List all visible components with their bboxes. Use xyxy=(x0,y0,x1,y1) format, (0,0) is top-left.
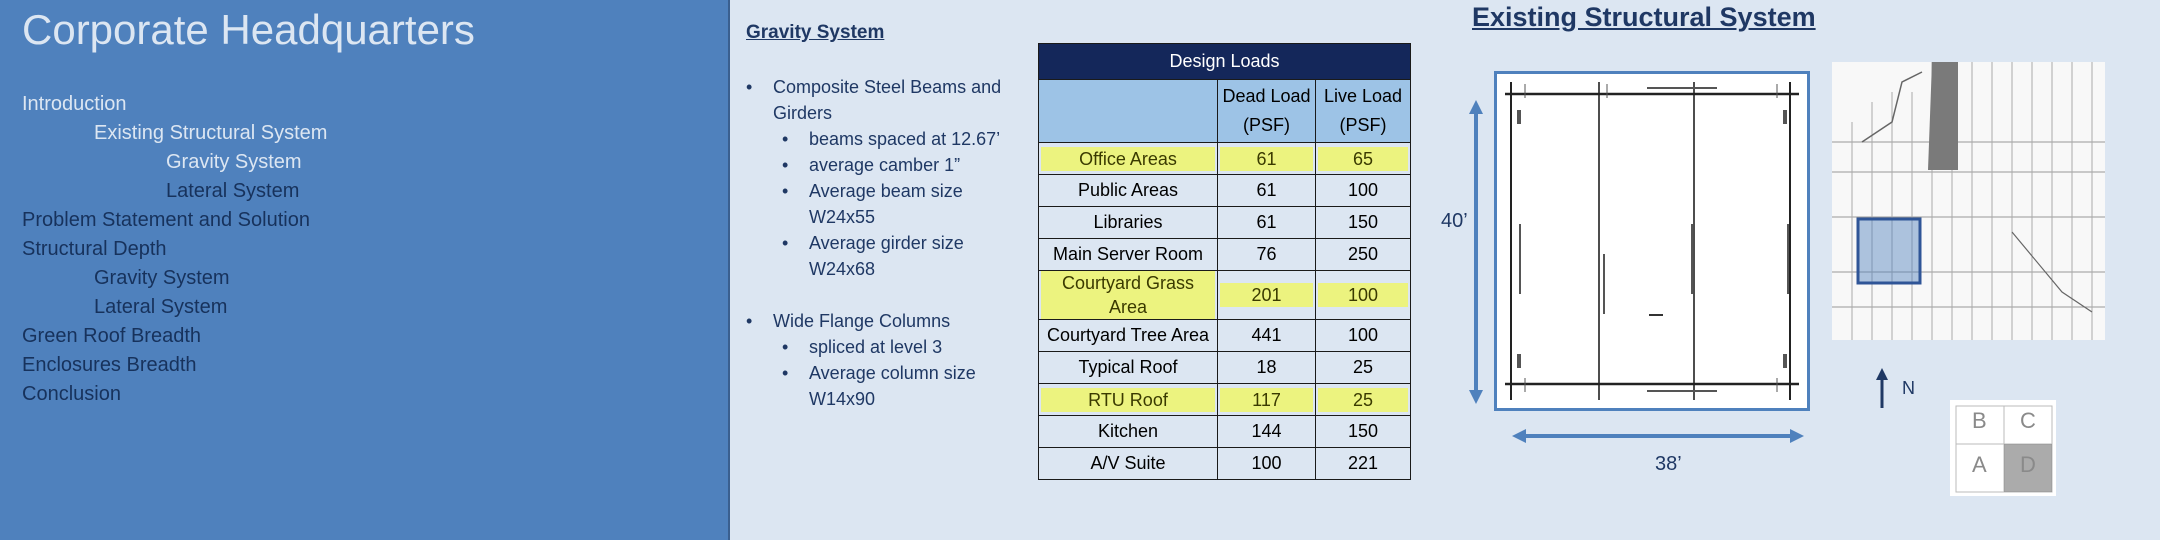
table-row xyxy=(1039,175,1411,207)
nav-item[interactable]: Gravity System xyxy=(166,151,302,173)
gravity-bullets xyxy=(746,74,1006,412)
cell-area: Libraries xyxy=(1039,207,1218,239)
header-dead: Dead Load (PSF) xyxy=(1218,80,1316,143)
table-row xyxy=(1039,384,1411,416)
nav-item[interactable]: Problem Statement and Solution xyxy=(22,209,310,231)
dimension-40: 40’ xyxy=(1441,210,1468,232)
table-row xyxy=(1039,320,1411,352)
highlighted-value: 25 xyxy=(1318,388,1408,412)
structure-heading: Existing Structural System xyxy=(1472,2,1816,32)
cell-dead xyxy=(1218,384,1316,416)
highlighted-value: RTU Roof xyxy=(1041,388,1215,412)
cell-area: Public Areas xyxy=(1039,175,1218,207)
sub-bullet-item: • average camber 1” xyxy=(746,152,1006,178)
highlighted-value: 117 xyxy=(1220,388,1313,412)
nav-outline xyxy=(22,90,327,409)
area-legend xyxy=(1950,400,2056,496)
cell-dead xyxy=(1218,271,1316,320)
vertical-dimension-arrow xyxy=(1468,100,1484,404)
north-label: N xyxy=(1902,378,1915,398)
cell-live xyxy=(1316,143,1411,175)
bullet-item: • Wide Flange Columns xyxy=(746,308,1006,334)
cell-live: 150 xyxy=(1316,207,1411,239)
cell-dead: 144 xyxy=(1218,416,1316,448)
cell-dead: 18 xyxy=(1218,352,1316,384)
cell-live xyxy=(1316,271,1411,320)
table-row xyxy=(1039,448,1411,480)
table-row xyxy=(1039,207,1411,239)
nav-item[interactable]: Lateral System xyxy=(166,180,300,202)
highlighted-value: 201 xyxy=(1220,283,1313,307)
table-row xyxy=(1039,239,1411,271)
table-caption: Design Loads xyxy=(1039,44,1411,80)
cell-live: 100 xyxy=(1316,320,1411,352)
nav-item[interactable]: Gravity System xyxy=(94,267,230,289)
north-arrow-icon xyxy=(1873,368,1903,408)
header-area xyxy=(1039,80,1218,143)
legend-label-d: D xyxy=(2020,452,2036,477)
sub-bullet-item: • Average beam size W24x55 xyxy=(746,178,1006,230)
table-row xyxy=(1039,143,1411,175)
legend-label-b: B xyxy=(1972,408,1987,433)
cell-area xyxy=(1039,384,1218,416)
cell-dead xyxy=(1218,143,1316,175)
cell-dead: 76 xyxy=(1218,239,1316,271)
nav-item[interactable]: Conclusion xyxy=(22,383,121,405)
cell-area: Typical Roof xyxy=(1039,352,1218,384)
cell-area: Kitchen xyxy=(1039,416,1218,448)
header-live: Live Load (PSF) xyxy=(1316,80,1411,143)
highlighted-value: Courtyard Grass Area xyxy=(1041,271,1215,319)
cell-live xyxy=(1316,384,1411,416)
table-row xyxy=(1039,416,1411,448)
design-loads-table xyxy=(1038,43,1411,480)
key-plan xyxy=(1832,62,2105,340)
nav-item[interactable]: Lateral System xyxy=(94,296,228,318)
sub-bullet-item: • spliced at level 3 xyxy=(746,334,1006,360)
cell-live: 25 xyxy=(1316,352,1411,384)
cell-dead: 100 xyxy=(1218,448,1316,480)
sidebar xyxy=(0,0,730,540)
cell-live: 221 xyxy=(1316,448,1411,480)
horizontal-dimension-arrow xyxy=(1512,428,1804,444)
cell-dead: 61 xyxy=(1218,175,1316,207)
framing-plan xyxy=(1494,71,1810,411)
gravity-heading: Gravity System xyxy=(746,22,885,43)
sub-bullet-item: • Average column size W14x90 xyxy=(746,360,1006,412)
highlighted-value: Office Areas xyxy=(1041,147,1215,171)
cell-area: Main Server Room xyxy=(1039,239,1218,271)
bullet-item: • Composite Steel Beams and Girders xyxy=(746,74,1006,126)
cell-area: Courtyard Tree Area xyxy=(1039,320,1218,352)
cell-live: 250 xyxy=(1316,239,1411,271)
framing-drawing xyxy=(1497,74,1807,408)
nav-item[interactable]: Introduction xyxy=(22,93,127,115)
table-row xyxy=(1039,271,1411,320)
slide-title: Corporate Headquarters xyxy=(22,6,475,53)
key-plan-drawing xyxy=(1832,62,2105,340)
legend-grid xyxy=(1950,400,2056,496)
cell-live: 100 xyxy=(1316,175,1411,207)
highlighted-value: 61 xyxy=(1220,147,1313,171)
cell-area xyxy=(1039,271,1218,320)
cell-area xyxy=(1039,143,1218,175)
highlighted-value: 65 xyxy=(1318,147,1408,171)
sub-bullet-item: • beams spaced at 12.67’ xyxy=(746,126,1006,152)
nav-item[interactable]: Green Roof Breadth xyxy=(22,325,201,347)
nav-item[interactable]: Structural Depth xyxy=(22,238,167,260)
cell-area: A/V Suite xyxy=(1039,448,1218,480)
nav-item[interactable]: Enclosures Breadth xyxy=(22,354,197,376)
cell-dead: 61 xyxy=(1218,207,1316,239)
sub-bullet-item: • Average girder size W24x68 xyxy=(746,230,1006,282)
table-row xyxy=(1039,352,1411,384)
dimension-38: 38’ xyxy=(1655,453,1682,475)
cell-dead: 441 xyxy=(1218,320,1316,352)
nav-item[interactable]: Existing Structural System xyxy=(94,122,328,144)
highlighted-value: 100 xyxy=(1318,283,1408,307)
legend-label-c: C xyxy=(2020,408,2036,433)
legend-label-a: A xyxy=(1972,452,1987,477)
cell-live: 150 xyxy=(1316,416,1411,448)
